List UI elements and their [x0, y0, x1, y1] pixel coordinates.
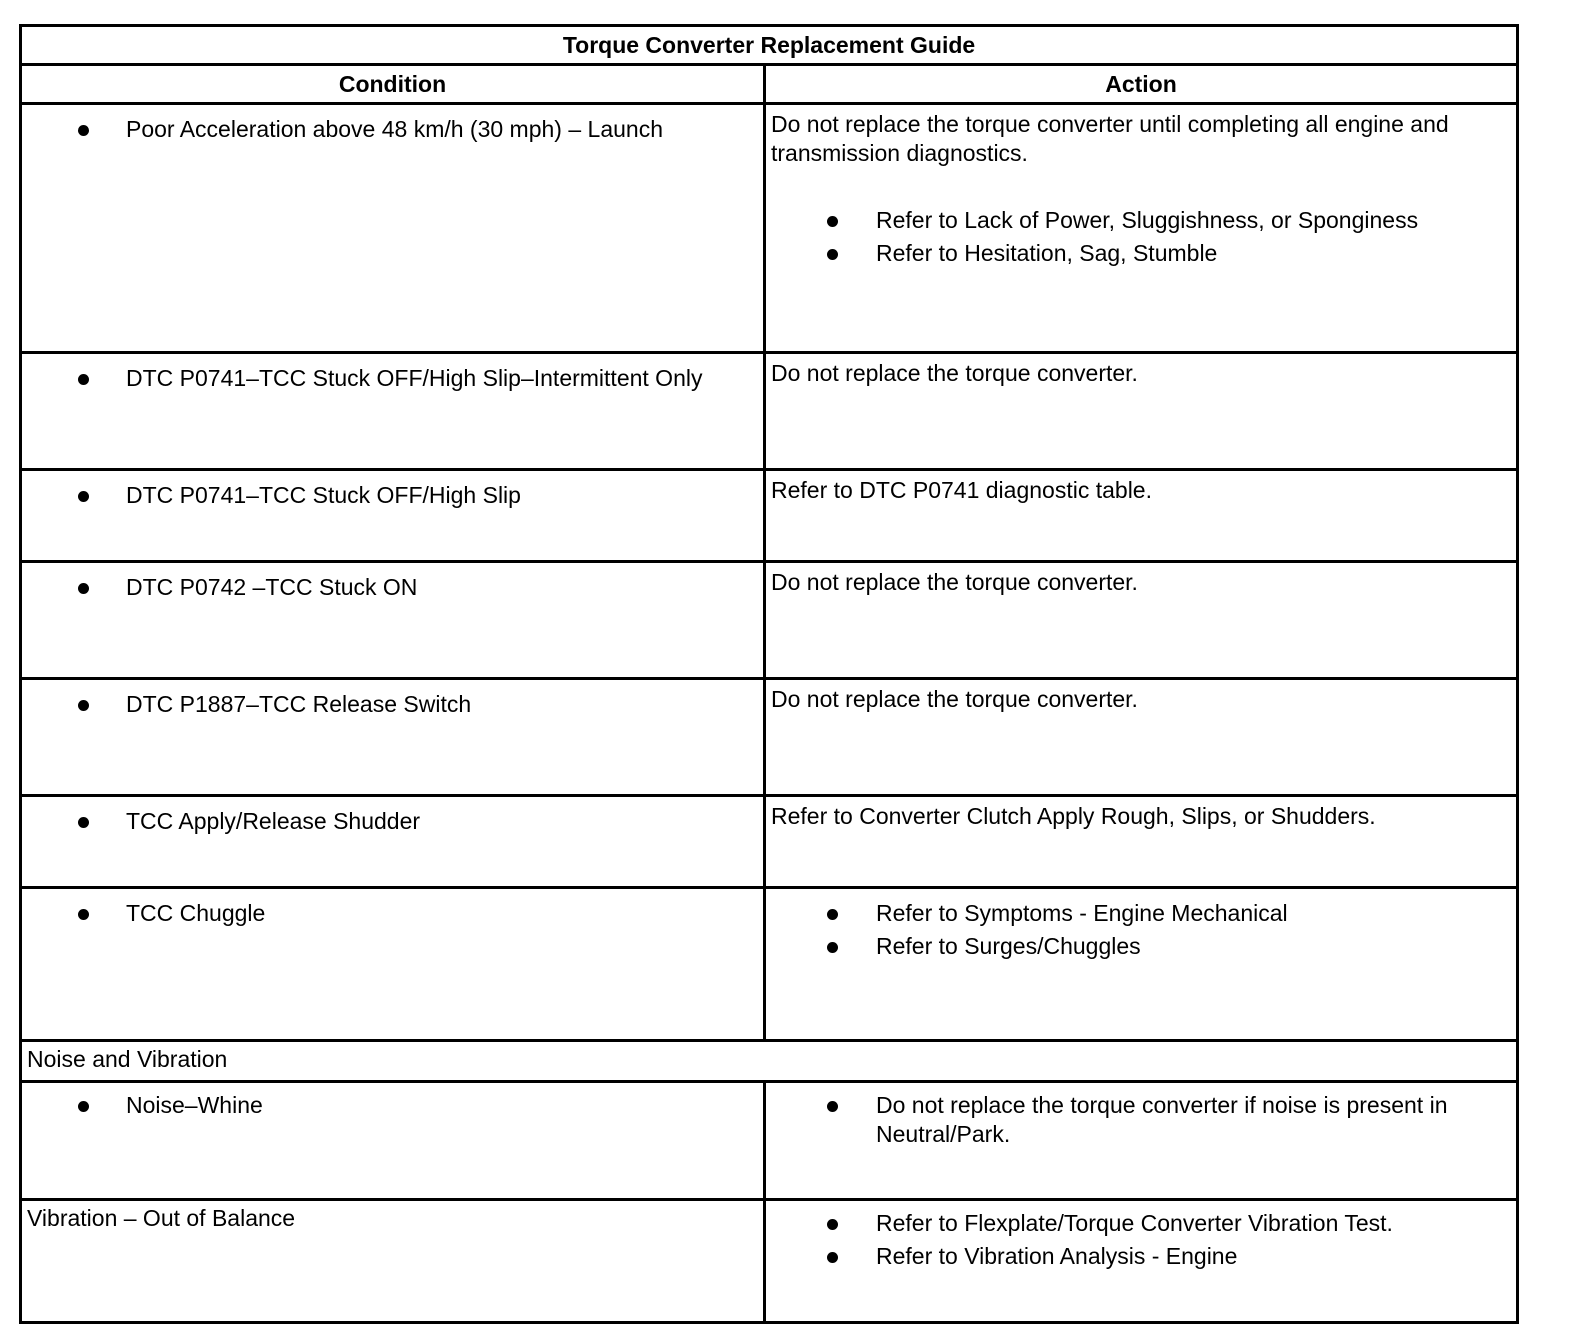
bullet-icon — [78, 817, 89, 828]
action-cell — [765, 1082, 1518, 1200]
action-list — [771, 206, 1508, 268]
condition-cell — [21, 679, 765, 796]
table-title: Torque Converter Replacement Guide — [21, 26, 1518, 65]
table-row — [21, 470, 1518, 562]
condition-text: TCC Apply/Release Shudder — [126, 808, 421, 834]
action-list — [771, 1091, 1508, 1149]
condition-cell — [21, 353, 765, 470]
bullet-icon — [78, 1101, 89, 1112]
action-item-text: Refer to Surges/Chuggles — [876, 933, 1141, 959]
action-list — [771, 1209, 1508, 1271]
section-heading: Noise and Vibration — [21, 1041, 1518, 1082]
condition-item — [22, 573, 763, 602]
condition-text: Vibration – Out of Balance — [27, 1205, 296, 1231]
condition-item — [22, 115, 763, 144]
action-item — [771, 1209, 1508, 1238]
bullet-icon — [78, 700, 89, 711]
bullet-icon — [78, 374, 89, 385]
bullet-icon — [78, 491, 89, 502]
action-cell — [765, 1200, 1518, 1323]
condition-item — [22, 364, 763, 393]
bullet-icon — [78, 583, 89, 594]
action-cell — [765, 562, 1518, 679]
bullet-icon — [827, 909, 838, 920]
bullet-icon — [827, 216, 838, 227]
condition-text: TCC Chuggle — [126, 900, 266, 926]
table-row — [21, 1200, 1518, 1323]
bullet-icon — [827, 1219, 838, 1230]
table-row — [21, 104, 1518, 353]
condition-item — [22, 690, 763, 719]
action-item — [771, 239, 1508, 268]
table-row — [21, 796, 1518, 888]
action-cell — [765, 353, 1518, 470]
condition-cell — [21, 796, 765, 888]
condition-text: DTC P0741–TCC Stuck OFF/High Slip — [126, 482, 521, 508]
condition-item — [22, 807, 763, 836]
bullet-icon — [827, 249, 838, 260]
action-item — [771, 899, 1508, 928]
condition-text: Poor Acceleration above 48 km/h (30 mph) – Launch — [126, 116, 663, 142]
table-header-row — [21, 65, 1518, 104]
action-item — [771, 1242, 1508, 1271]
action-text: Do not replace the torque converter. — [771, 569, 1138, 595]
action-cell — [765, 104, 1518, 353]
table-row — [21, 888, 1518, 1041]
condition-text: DTC P1887–TCC Release Switch — [126, 691, 472, 717]
action-item — [771, 932, 1508, 961]
action-cell — [765, 888, 1518, 1041]
action-item-text: Refer to Symptoms - Engine Mechanical — [876, 900, 1288, 926]
condition-item — [22, 481, 763, 510]
torque-converter-guide-table — [19, 24, 1519, 1324]
action-cell — [765, 470, 1518, 562]
section-row — [21, 1041, 1518, 1082]
action-text: Refer to Converter Clutch Apply Rough, Slips, or Shudders. — [771, 803, 1376, 829]
table-row — [21, 562, 1518, 679]
action-cell — [765, 679, 1518, 796]
condition-cell — [21, 888, 765, 1041]
table-row — [21, 1082, 1518, 1200]
action-item-text: Refer to Vibration Analysis - Engine — [876, 1243, 1238, 1269]
condition-text: DTC P0742 –TCC Stuck ON — [126, 574, 418, 600]
bullet-icon — [827, 942, 838, 953]
bullet-icon — [827, 1101, 838, 1112]
action-cell — [765, 796, 1518, 888]
condition-cell — [21, 1200, 765, 1323]
action-item — [771, 206, 1508, 235]
action-text: Do not replace the torque converter. — [771, 686, 1138, 712]
action-text: Do not replace the torque converter. — [771, 360, 1138, 386]
table-row — [21, 353, 1518, 470]
action-list — [771, 899, 1508, 961]
condition-item — [22, 1091, 763, 1120]
action-text: Refer to DTC P0741 diagnostic table. — [771, 477, 1152, 503]
condition-cell — [21, 562, 765, 679]
action-item-text: Refer to Flexplate/Torque Converter Vibration Test. — [876, 1210, 1393, 1236]
bullet-icon — [78, 909, 89, 920]
action-text: Do not replace the torque converter until completing all engine and transmission diagnostics. — [771, 111, 1449, 166]
action-item-text: Refer to Hesitation, Sag, Stumble — [876, 240, 1218, 266]
condition-header: Condition — [21, 65, 765, 104]
condition-cell — [21, 470, 765, 562]
table-row — [21, 679, 1518, 796]
condition-item — [22, 899, 763, 928]
bullet-icon — [827, 1252, 838, 1263]
action-item — [771, 1091, 1508, 1149]
bullet-icon — [78, 125, 89, 136]
condition-cell — [21, 1082, 765, 1200]
condition-cell — [21, 104, 765, 353]
condition-text: DTC P0741–TCC Stuck OFF/High Slip–Intermittent Only — [126, 365, 703, 391]
table-title-row — [21, 26, 1518, 65]
action-header: Action — [765, 65, 1518, 104]
condition-text: Noise–Whine — [126, 1092, 263, 1118]
action-item-text: Do not replace the torque converter if noise is present in Neutral/Park. — [876, 1092, 1448, 1147]
action-item-text: Refer to Lack of Power, Sluggishness, or Sponginess — [876, 207, 1419, 233]
